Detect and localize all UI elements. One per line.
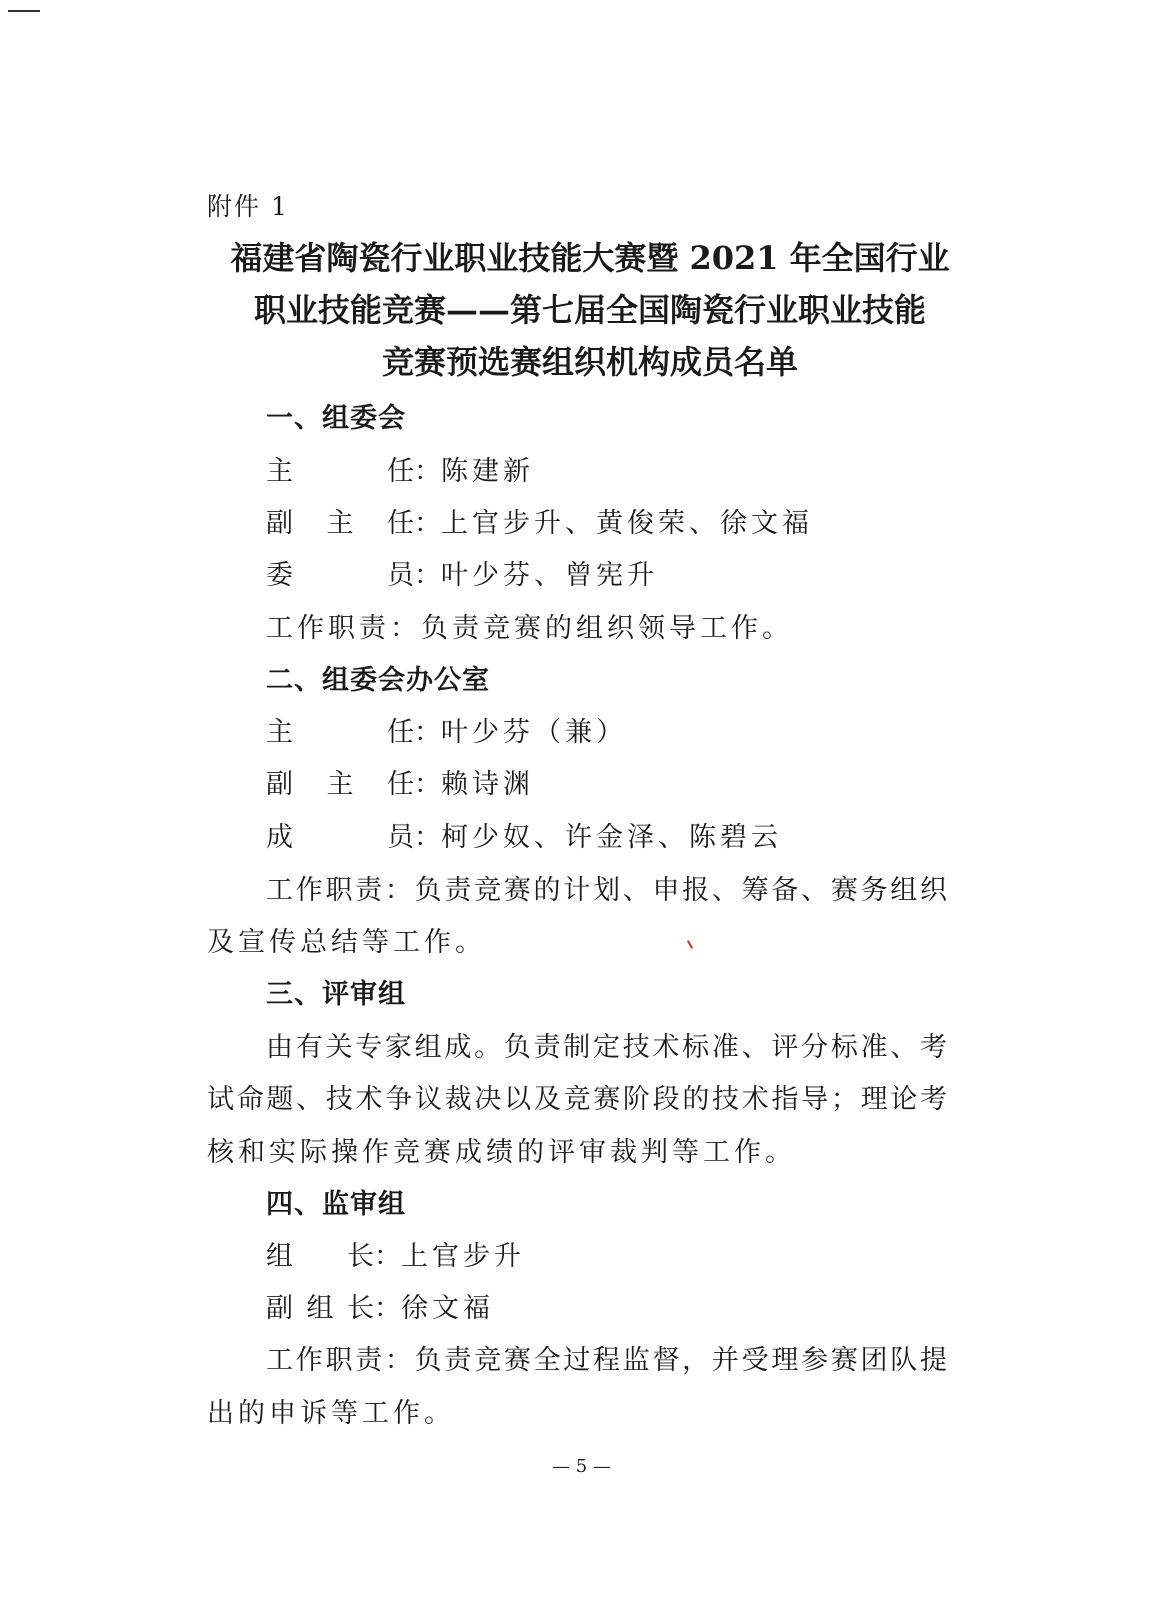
red-pen-mark <box>687 940 693 949</box>
member-row <box>266 449 534 488</box>
duty-text-line-1: 工作职责：负责竞赛全过程监督，并受理参赛团队提 <box>266 1345 947 1376</box>
title-line-3: 竞赛预选赛组织机构成员名单 <box>381 343 798 381</box>
member-row <box>266 710 627 749</box>
duty-text-line-2: 及宣传总结等工作。 <box>207 927 486 958</box>
member-row <box>266 762 534 801</box>
section-heading-1: 一、组委会 <box>266 403 406 434</box>
role-label: 组 长 <box>266 1241 374 1272</box>
member-names: 上官步升、黄俊荣、徐文福 <box>441 508 813 539</box>
colon: ： <box>414 456 441 487</box>
body-line-1: 由有关专家组成。负责制定技术标准、评分标准、考 <box>266 1032 947 1063</box>
role-label: 副 主 任 <box>266 769 414 800</box>
attachment-label: 附件 1 <box>207 192 289 221</box>
member-names: 徐文福 <box>401 1293 494 1324</box>
section-heading-4: 四、监审组 <box>266 1189 406 1220</box>
body-line-3: 核和实际操作竞赛成绩的评审裁判等工作。 <box>207 1137 796 1168</box>
role-label: 委 员 <box>266 560 414 591</box>
colon: ： <box>374 1293 401 1324</box>
role-label: 主 任 <box>266 717 414 748</box>
member-names: 陈建新 <box>441 456 534 487</box>
member-row <box>266 553 658 592</box>
colon: ： <box>414 769 441 800</box>
colon: ： <box>414 508 441 539</box>
role-label: 副 主 任 <box>266 508 414 539</box>
colon: ： <box>414 822 441 853</box>
member-names: 上官步升 <box>401 1241 525 1272</box>
role-label: 成 员 <box>266 822 414 853</box>
duty-text-line-2: 出的申诉等工作。 <box>207 1398 455 1429</box>
member-names: 叶少芬（兼） <box>441 717 627 748</box>
section-heading-3: 三、评审组 <box>266 979 406 1010</box>
colon: ： <box>414 717 441 748</box>
member-row <box>266 501 813 540</box>
body-line-2: 试命题、技术争议裁决以及竞赛阶段的技术指导；理论考 <box>207 1084 947 1115</box>
title-line-2: 职业技能竞赛——第七届全国陶瓷行业职业技能 <box>253 291 926 329</box>
member-names: 柯少奴、许金泽、陈碧云 <box>441 822 782 853</box>
page-number: — 5 — <box>552 1456 611 1477</box>
section-heading-2: 二、组委会办公室 <box>266 665 490 696</box>
member-names: 赖诗渊 <box>441 769 534 800</box>
corner-mark <box>8 10 40 12</box>
member-row <box>266 815 782 854</box>
role-label: 主 任 <box>266 456 414 487</box>
colon: ： <box>414 560 441 591</box>
member-row <box>266 1286 494 1325</box>
title-line-1: 福建省陶瓷行业职业技能大赛暨 2021 年全国行业 <box>230 239 950 277</box>
member-row <box>266 1234 525 1273</box>
role-label: 副组长 <box>266 1293 374 1324</box>
duty-text-line-1: 工作职责：负责竞赛的计划、申报、筹备、赛务组织 <box>266 875 947 906</box>
document-title <box>205 232 975 388</box>
colon: ： <box>374 1241 401 1272</box>
duty-text: 工作职责：负责竞赛的组织领导工作。 <box>266 613 793 644</box>
member-names: 叶少芬、曾宪升 <box>441 560 658 591</box>
